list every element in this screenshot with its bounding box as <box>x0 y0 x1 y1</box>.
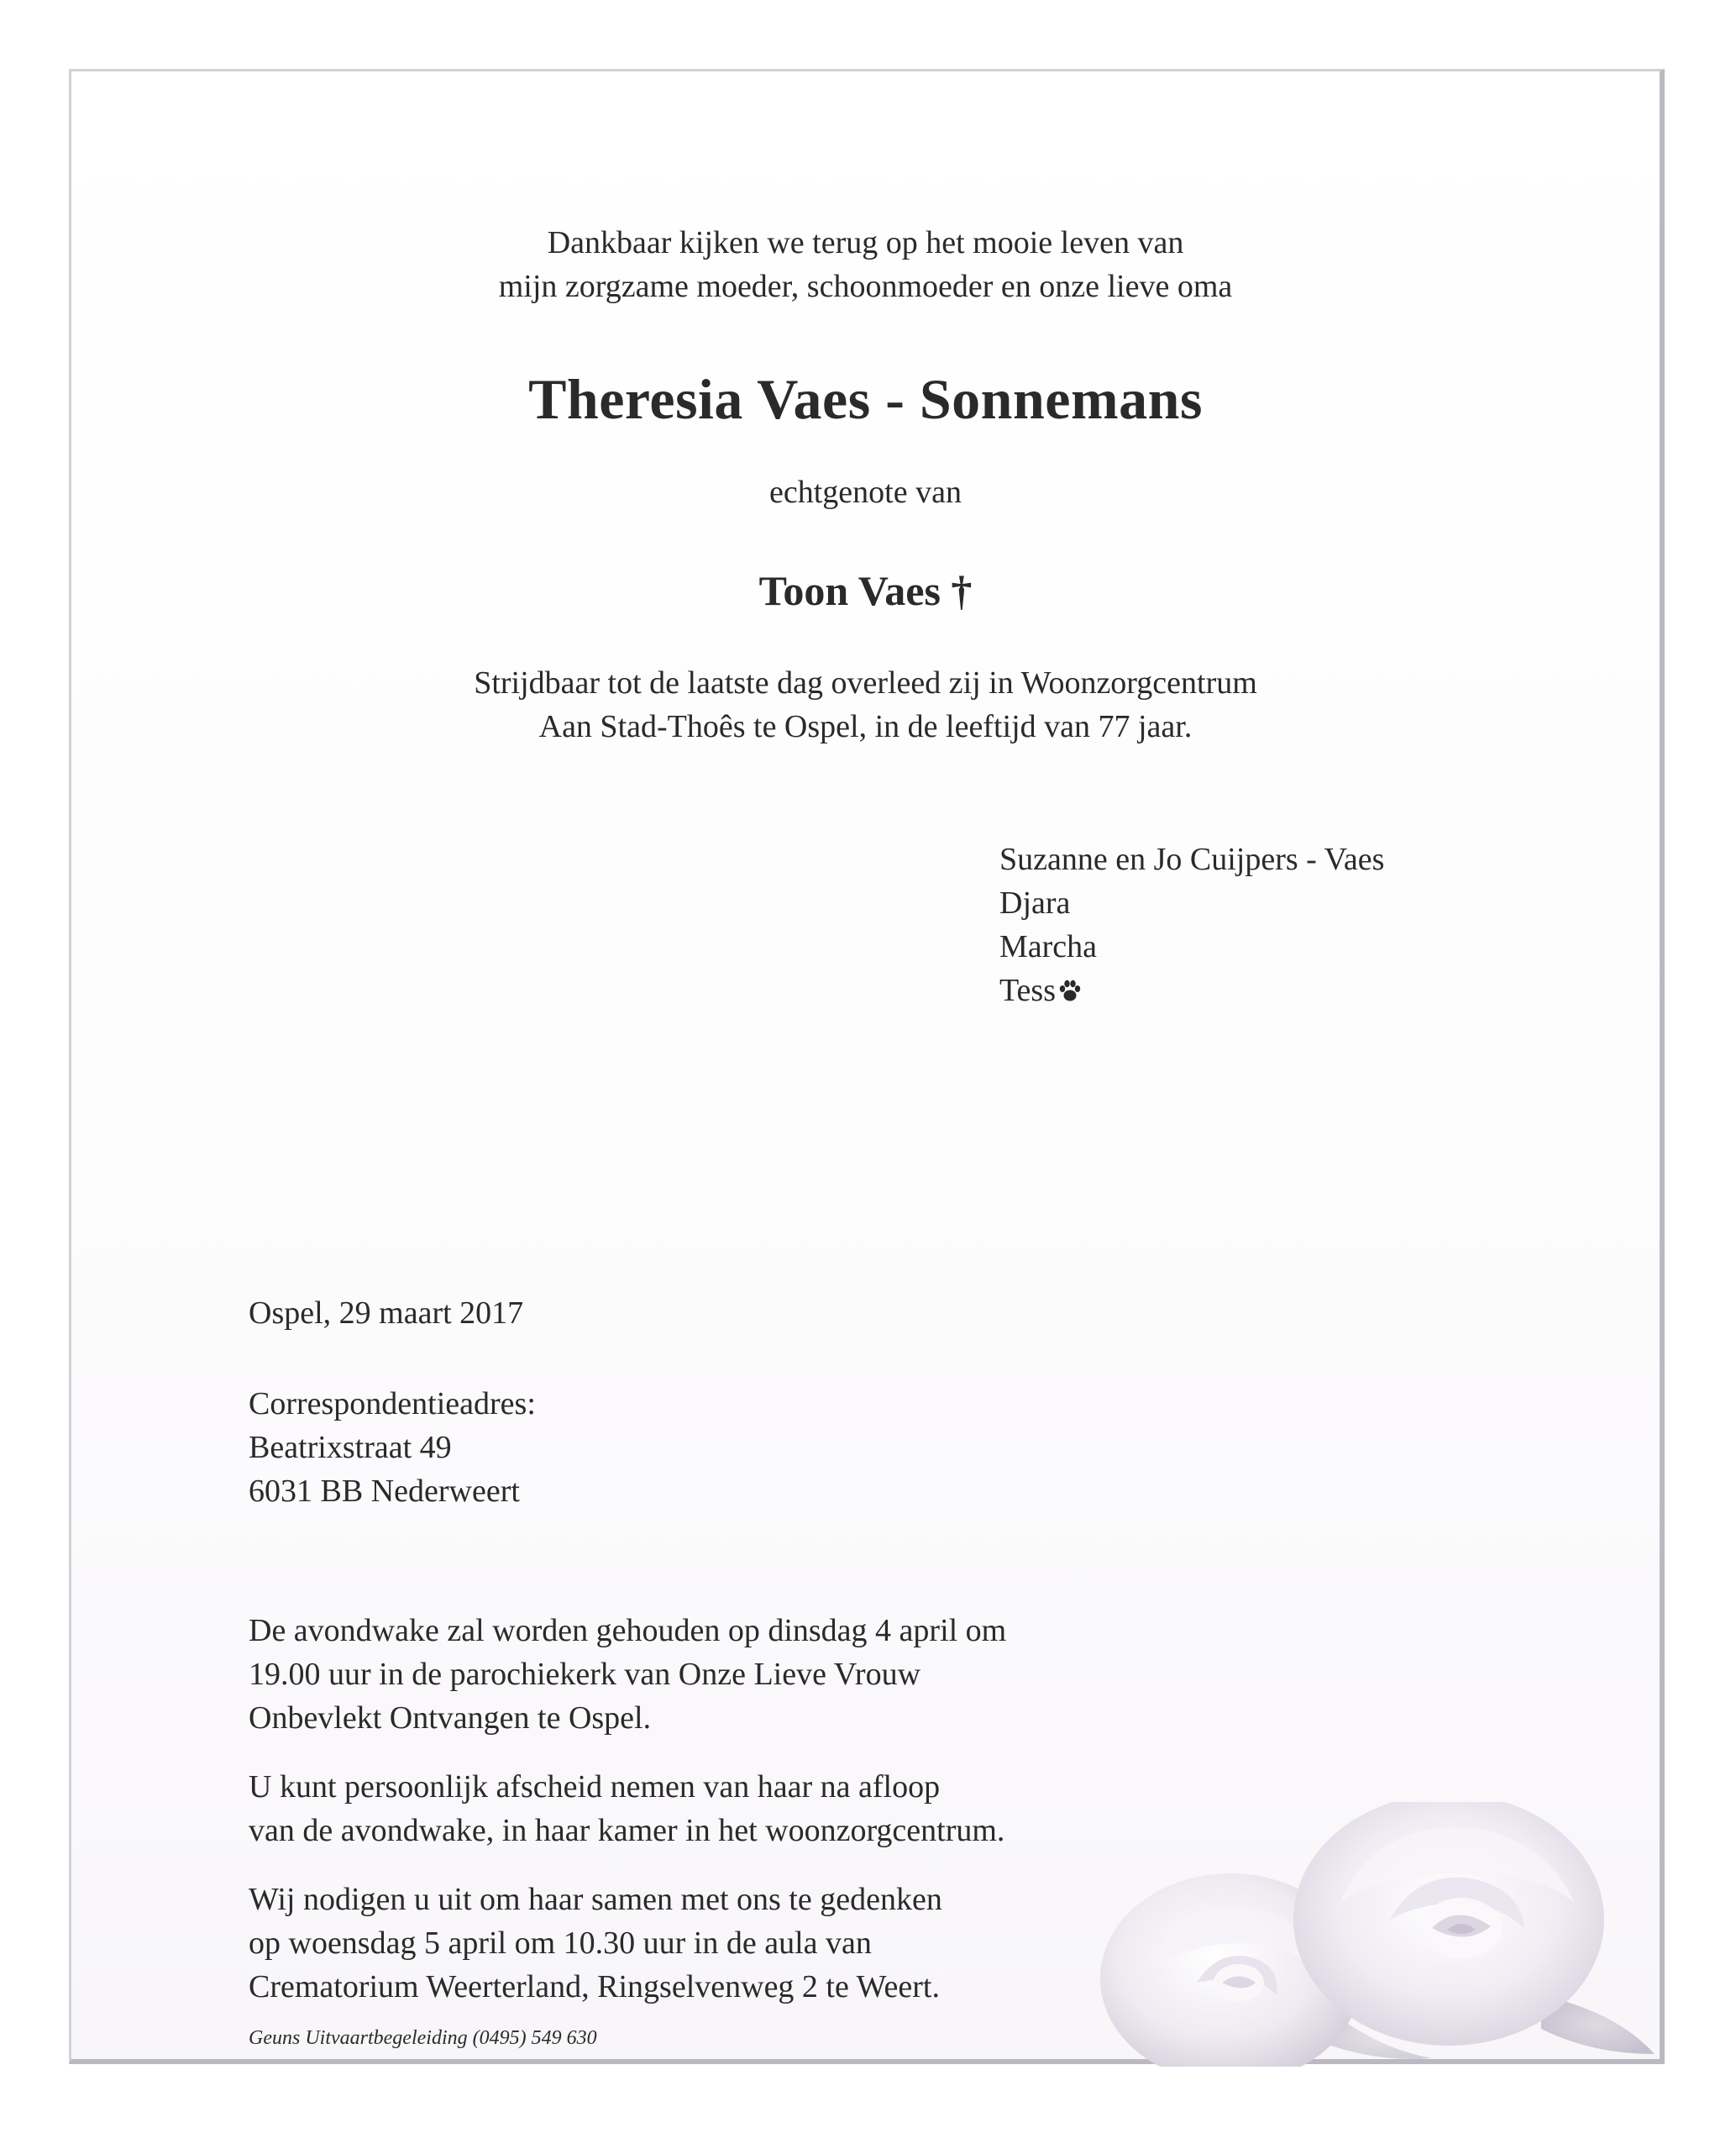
intro-text <box>71 221 1660 308</box>
paragraph-line: Onbevlekt Ontvangen te Ospel. <box>249 1700 652 1736</box>
paragraph-line: De avondwake zal worden gehouden op dinsdag 4 april om <box>249 1613 1007 1648</box>
spouse-prefix: echtgenote van <box>769 475 962 510</box>
paragraph-line: van de avondwake, in haar kamer in het woonzorgcentrum. <box>249 1813 1005 1848</box>
death-notice-line: Aan Stad-Thoês te Ospel, in de leeftijd van 77 jaar. <box>538 709 1193 744</box>
spouse-name: Toon Vaes † <box>758 567 973 614</box>
white-roses-image <box>1037 1802 1667 2071</box>
ceremony-info <box>249 1609 1006 2034</box>
paragraph-line: Wij nodigen u uit om haar samen met ons te gedenken <box>249 1882 942 1917</box>
family-list <box>999 838 1384 1016</box>
family-member: Suzanne en Jo Cuijpers - Vaes <box>999 842 1385 877</box>
card-frame <box>69 69 1665 2064</box>
family-member-name: Tess <box>999 973 1057 1008</box>
death-notice-line: Strijdbaar tot de laatste dag overleed zij in Woonzorgcentrum <box>474 665 1257 701</box>
address-street: Beatrixstraat 49 <box>249 1430 452 1465</box>
family-member: Marcha <box>999 929 1098 964</box>
wake-paragraph <box>249 1609 1006 1740</box>
paragraph-line: U kunt persoonlijk afscheid nemen van haar na afloop <box>249 1769 941 1805</box>
funeral-director-credit: Geuns Uitvaartbegeleiding (0495) 549 630 <box>249 2027 597 2049</box>
intro-line: Dankbaar kijken we terug op het mooie leven van <box>547 225 1184 260</box>
paragraph-line: 19.00 uur in de parochiekerk van Onze Lieve Vrouw <box>249 1657 921 1692</box>
paw-print-icon <box>1057 972 1083 1016</box>
address-label: Correspondentieadres: <box>249 1386 536 1421</box>
intro-line: mijn zorgzame moeder, schoonmoeder en onze lieve oma <box>498 269 1233 304</box>
address-city: 6031 BB Nederweert <box>249 1474 520 1509</box>
place-date: Ospel, 29 maart 2017 <box>249 1295 524 1331</box>
family-member: Djara <box>999 885 1071 921</box>
memorial-paragraph <box>249 1878 1006 2009</box>
correspondence-address <box>249 1382 536 1513</box>
paragraph-line: Crematorium Weerterland, Ringselvenweg 2 te Weert. <box>249 1969 940 2004</box>
deceased-name: Theresia Vaes - Sonnemans <box>528 367 1203 431</box>
paragraph-line: op woensdag 5 april om 10.30 uur in de aula van <box>249 1925 872 1961</box>
family-member-pet <box>999 969 1384 1016</box>
farewell-paragraph <box>249 1765 1006 1852</box>
death-notice <box>71 661 1660 749</box>
